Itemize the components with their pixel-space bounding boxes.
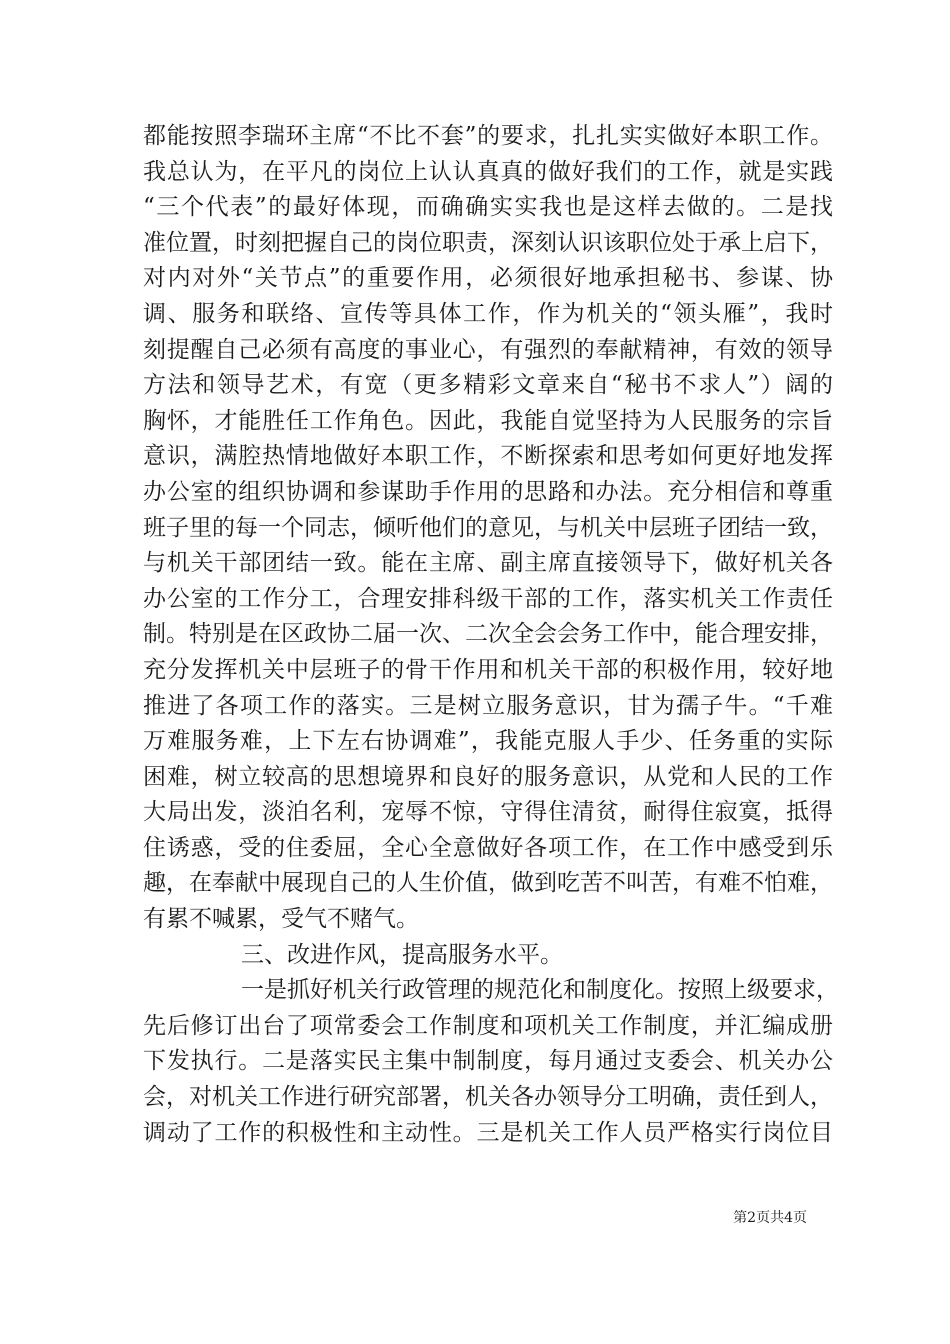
text-line: 办公室的组织协调和参谋助手作用的思路和办法。充分相信和尊重 (143, 478, 833, 505)
text-line: 大局出发，淡泊名利，宠辱不惊，守得住清贫，耐得住寂寞，抵得 (143, 799, 833, 826)
text-line: 有累不喊累，受气不赌气。 (143, 906, 419, 933)
text-line: 住诱惑，受的住委屈，全心全意做好各项工作，在工作中感受到乐 (143, 834, 833, 861)
text-line: 与机关干部团结一致。能在主席、副主席直接领导下，做好机关各 (143, 550, 833, 577)
text-line: 调动了工作的积极性和主动性。三是机关工作人员严格实行岗位目 (143, 1119, 833, 1146)
text-line: 万难服务难，上下左右协调难”，我能克服人手少、任务重的实际 (143, 728, 833, 755)
text-line: 趣，在奉献中展现自己的人生价值，做到吃苦不叫苦，有难不怕难， (143, 870, 833, 897)
paragraph-first-line: 一是抓好机关行政管理的规范化和制度化。按照上级要求， (241, 977, 839, 1004)
text-line: 都能按照李瑞环主席“不比不套”的要求，扎扎实实做好本职工作。 (143, 123, 833, 149)
text-line: 会，对机关工作进行研究部署，机关各办领导分工明确，责任到人， (143, 1084, 833, 1111)
section-heading: 三、改进作风，提高服务水平。 (241, 941, 563, 968)
text-line: 困难，树立较高的思想境界和良好的服务意识，从党和人民的工作 (143, 763, 833, 790)
text-line: 方法和领导艺术，有宽（更多精彩文章来自“秘书不求人”）阔的 (143, 372, 833, 399)
text-line: 准位置，时刻把握自己的岗位职责，深刻认识该职位处于承上启下， (143, 229, 833, 256)
text-line: 下发执行。二是落实民主集中制制度，每月通过支委会、机关办公 (143, 1048, 833, 1075)
text-line: “三个代表”的最好体现，而确确实实我也是这样去做的。二是找 (143, 194, 833, 221)
text-line: 刻提醒自己必须有高度的事业心，有强烈的奉献精神，有效的领导 (143, 336, 833, 363)
text-line: 意识，满腔热情地做好本职工作，不断探索和思考如何更好地发挥 (143, 443, 833, 470)
text-line: 班子里的每一个同志，倾听他们的意见，与机关中层班子团结一致， (143, 514, 833, 541)
text-line: 调、服务和联络、宣传等具体工作，作为机关的“领头雁”，我时 (143, 300, 833, 327)
body-text (143, 119, 839, 1151)
page-number-footer: 第2页共4页 (733, 1210, 807, 1226)
text-line: 胸怀，才能胜任工作角色。因此，我能自觉坚持为人民服务的宗旨 (143, 407, 833, 434)
text-line: 办公室的工作分工，合理安排科级干部的工作，落实机关工作责任 (143, 585, 833, 612)
text-line: 我总认为，在平凡的岗位上认认真真的做好我们的工作，就是实践 (143, 158, 833, 185)
text-line: 对内对外“关节点”的重要作用，必须很好地承担秘书、参谋、协 (143, 265, 833, 292)
text-line: 先后修订出台了项常委会工作制度和项机关工作制度，并汇编成册 (143, 1012, 833, 1039)
text-line: 制。特别是在区政协二届一次、二次全会会务工作中，能合理安排， (143, 621, 833, 648)
text-line: 充分发挥机关中层班子的骨干作用和机关干部的积极作用，较好地 (143, 656, 833, 683)
text-line: 推进了各项工作的落实。三是树立服务意识，甘为孺子牛。“千难 (143, 692, 833, 719)
